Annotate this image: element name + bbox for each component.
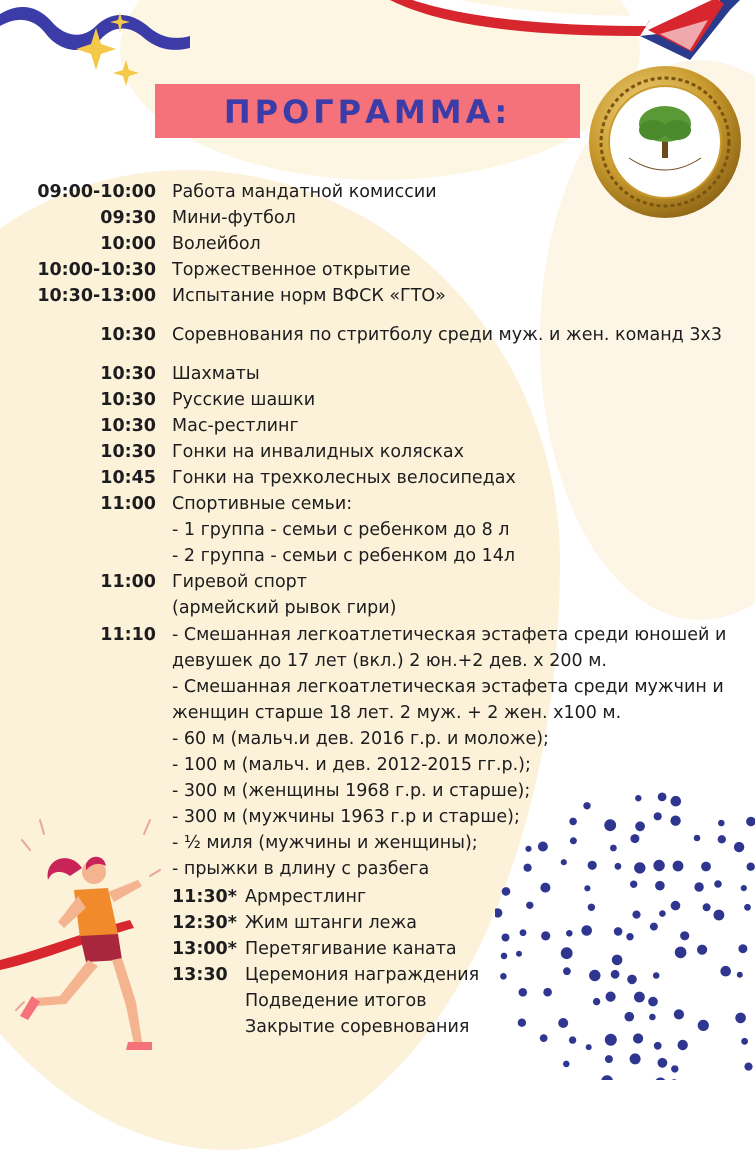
dot (674, 1009, 684, 1019)
dot (605, 1055, 613, 1063)
dot (680, 931, 689, 940)
schedule-detail: - Смешанная легкоатлетическая эстафета среди мужчин и (172, 677, 724, 697)
schedule-detail: девушек до 17 лет (вкл.) 2 юн.+2 дев. х 200 м. (172, 651, 607, 671)
schedule-time: 11:00 (100, 572, 156, 592)
schedule-detail: - 60 м (мальч.и дев. 2016 г.р. и моложе); (172, 729, 549, 749)
schedule-detail: - Смешанная легкоатлетическая эстафета среди юношей и (172, 625, 727, 645)
schedule-time: 09:30 (100, 208, 156, 228)
schedule-time: 10:30 (100, 325, 156, 345)
schedule-time: 11:10 (100, 625, 156, 645)
dot (525, 846, 531, 852)
dot (611, 970, 620, 979)
dot (625, 1012, 635, 1022)
dot (526, 902, 533, 909)
dot (589, 970, 600, 981)
dot (601, 1075, 613, 1080)
schedule-event: Мас-рестлинг (172, 416, 299, 436)
dot (614, 927, 623, 936)
dot (519, 988, 528, 997)
dot (538, 842, 548, 852)
dot (635, 795, 641, 801)
runner-illustration (0, 810, 170, 1060)
dot (626, 933, 633, 940)
schedule-event: Волейбол (172, 234, 261, 254)
schedule-detail: - прыжки в длину с разбега (172, 859, 430, 879)
schedule-time: 10:00-10:30 (37, 260, 156, 280)
medal-icon (585, 62, 745, 222)
final-event: Подведение итогов (245, 991, 427, 1011)
dot (653, 972, 660, 979)
schedule-event: Гиревой спорт (172, 572, 307, 592)
dot (671, 901, 681, 911)
dot (563, 967, 571, 975)
dot (744, 1063, 752, 1071)
dot (718, 820, 725, 827)
squiggle-decoration (0, 0, 190, 95)
dot (569, 818, 577, 826)
dot (586, 1044, 592, 1050)
dot (746, 817, 755, 827)
dot (703, 903, 711, 911)
dot (678, 1040, 688, 1050)
dot (604, 819, 616, 831)
dot (570, 837, 577, 844)
final-event: Закрытие соревнования (245, 1017, 470, 1037)
dot (634, 992, 645, 1003)
schedule-detail: - 300 м (женщины 1968 г.р. и старше); (172, 781, 531, 801)
dot (502, 934, 510, 942)
dot (584, 885, 590, 891)
schedule-detail: - 2 группа - семьи с ребенком до 14л (172, 546, 516, 566)
dot (744, 904, 751, 911)
dot (630, 1053, 641, 1064)
dot (655, 881, 665, 891)
dot (610, 845, 617, 852)
schedule-detail: - ½ миля (мужчины и женщины); (172, 833, 478, 853)
dot (654, 812, 662, 820)
dot (694, 882, 703, 891)
dot (738, 944, 747, 953)
dot (543, 988, 552, 997)
dot (500, 973, 507, 980)
dot (612, 955, 623, 966)
dot (741, 1038, 748, 1045)
dot (634, 862, 645, 873)
schedule-time: 10:30-13:00 (37, 286, 156, 306)
schedule-time: 10:45 (100, 468, 156, 488)
page-title: ПРОГРАММА: (223, 93, 512, 131)
dots-decoration (495, 770, 755, 1080)
dot (605, 1034, 617, 1046)
dot (524, 864, 532, 872)
dot (697, 945, 707, 955)
dot (581, 925, 592, 936)
dot (540, 883, 550, 893)
dot (583, 802, 590, 809)
dot (714, 880, 722, 888)
final-time: 13:30 (172, 965, 228, 985)
schedule-time: 11:00 (100, 494, 156, 514)
schedule-event: Соревнования по стритболу среди муж. и жен. команд 3х3 (172, 325, 722, 345)
final-time: 12:30* (172, 913, 237, 933)
schedule-detail: - 1 группа - семьи с ребенком до 8 л (172, 520, 510, 540)
dot (659, 910, 666, 917)
schedule-event: Испытание норм ВФСК «ГТО» (172, 286, 446, 306)
dot (632, 911, 640, 919)
final-event: Армрестлинг (245, 887, 367, 907)
schedule-time: 10:30 (100, 364, 156, 384)
schedule-time: 09:00-10:00 (37, 182, 156, 202)
dot (516, 951, 522, 957)
final-event: Перетягивание каната (245, 939, 457, 959)
schedule-detail: женщин старше 18 лет. 2 муж. + 2 жен. х100 м. (172, 703, 622, 723)
schedule-event: Гонки на инвалидных колясках (172, 442, 465, 462)
schedule-event: Спортивные семьи: (172, 494, 353, 514)
sparkle-icon (113, 60, 139, 86)
dot (501, 953, 508, 960)
schedule-event: Шахматы (172, 364, 260, 384)
dot (588, 861, 597, 870)
dot (561, 947, 573, 959)
dot (627, 975, 637, 985)
dot (671, 796, 682, 807)
dot (650, 923, 658, 931)
schedule-event: Работа мандатной комиссии (172, 182, 437, 202)
final-event: Жим штанги лежа (245, 913, 417, 933)
schedule-time: 10:00 (100, 234, 156, 254)
dot (734, 842, 744, 852)
dot (593, 998, 600, 1005)
dot (588, 904, 595, 911)
schedule-event: Русские шашки (172, 390, 316, 410)
dot (698, 1020, 709, 1031)
final-time: 11:30* (172, 887, 237, 907)
schedule-event: Торжественное открытие (172, 260, 411, 280)
dot (658, 1058, 668, 1068)
final-event: Церемония награждения (245, 965, 480, 985)
dot (541, 931, 550, 940)
dot (630, 881, 637, 888)
dot (606, 992, 616, 1002)
dot (558, 1018, 568, 1028)
dot (741, 885, 747, 891)
dot (714, 910, 725, 921)
dot (653, 860, 664, 871)
dot (569, 1036, 576, 1043)
dot (649, 1014, 656, 1021)
dot (735, 1013, 746, 1024)
dot (701, 862, 711, 872)
dot (675, 947, 687, 959)
dot (658, 793, 667, 802)
dot (720, 966, 731, 977)
schedule-time: 10:30 (100, 390, 156, 410)
dot (673, 861, 684, 872)
dot (540, 1034, 548, 1042)
dot (747, 863, 755, 871)
dot (648, 997, 658, 1007)
dot (566, 930, 573, 937)
schedule-time: 10:30 (100, 442, 156, 462)
schedule-detail: - 100 м (мальч. и дев. 2012-2015 гг.р.); (172, 755, 531, 775)
dot (520, 929, 527, 936)
dot (670, 816, 680, 826)
dot (495, 908, 502, 917)
schedule-event: Мини-футбол (172, 208, 296, 228)
dot (502, 887, 511, 896)
schedule-time: 10:30 (100, 416, 156, 436)
dot (630, 834, 639, 843)
dot (633, 1033, 643, 1043)
schedule-event: Гонки на трехколесных велосипедах (172, 468, 516, 488)
schedule-detail: (армейский рывок гири) (172, 598, 397, 618)
dot (671, 1065, 678, 1072)
dot (718, 835, 726, 843)
dot (563, 1061, 570, 1068)
schedule-detail: - 300 м (мужчины 1963 г.р и старше); (172, 807, 520, 827)
dot (561, 859, 567, 865)
dot (518, 1019, 526, 1027)
dot (615, 863, 622, 870)
final-time: 13:00* (172, 939, 237, 959)
dot (694, 835, 701, 842)
dot (635, 821, 645, 831)
dot (737, 972, 743, 978)
dot (654, 1042, 662, 1050)
